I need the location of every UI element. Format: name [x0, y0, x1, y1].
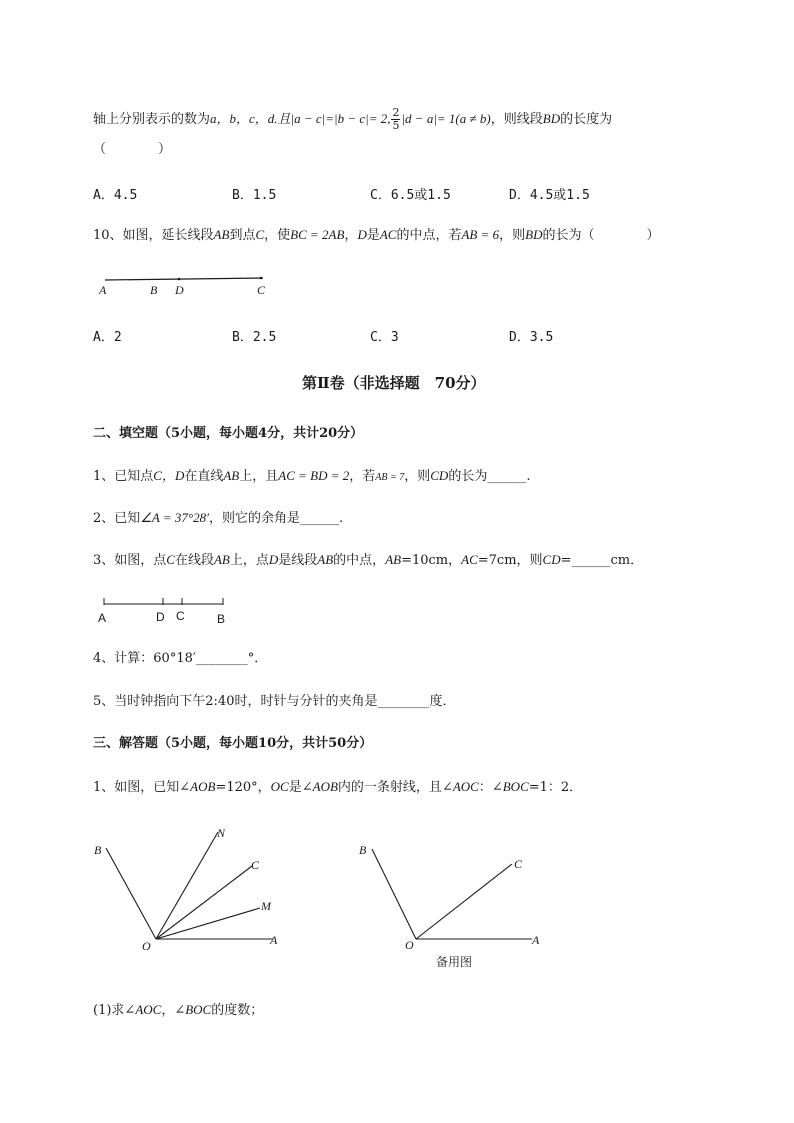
- solve-q1: [93, 778, 582, 797]
- f3-d: D: [268, 552, 279, 567]
- fig2-label-a: A: [532, 933, 540, 947]
- s1-aob: AOB: [190, 779, 216, 794]
- q9-cond-a: 且|a − c|=|b − c|= 2,: [277, 111, 391, 126]
- q9-frac-num: 2: [392, 106, 400, 119]
- s1-e: ：∠: [478, 780, 503, 795]
- q10-text-c: ，使: [264, 228, 291, 243]
- q9-fraction: [391, 107, 400, 132]
- f1-eq: AC = BD = 2: [278, 468, 350, 483]
- f1-c: 上，且: [239, 469, 279, 484]
- f3-i: =______cm．: [560, 553, 644, 568]
- fill-q4: 4、计算：60°18′________°．: [93, 651, 268, 666]
- q9-vars: a，b，c，d.: [210, 111, 278, 126]
- f3-ab: AB: [213, 552, 230, 567]
- f3-h: =7cm，则: [477, 553, 543, 568]
- q9-paren: （ ）: [93, 142, 172, 157]
- q10-text-b: 到点: [229, 228, 256, 243]
- section2-title: 第Ⅱ卷（非选择题 70分）: [302, 374, 486, 392]
- f3-cd: CD: [542, 552, 561, 567]
- fig1-label-c: C: [251, 858, 260, 872]
- fig1-label-m: M: [261, 899, 271, 913]
- q10-label-a: A: [99, 283, 107, 297]
- q10-bd: BD: [525, 227, 543, 242]
- f1-eq2: AB = 7: [375, 472, 405, 483]
- s1-q1-b: ，∠: [161, 1003, 186, 1018]
- q10-ab: AB: [213, 227, 230, 242]
- backup-ray-oc: [416, 864, 512, 939]
- q10-c: C: [255, 227, 265, 242]
- fill-q3: [93, 551, 643, 570]
- s1-c: 是∠: [288, 780, 313, 795]
- s1-figure-backup: [350, 832, 550, 974]
- q10-eq2: AB = 6: [461, 227, 500, 242]
- ray-oc: [156, 866, 252, 939]
- f1-d: ，若: [349, 469, 376, 484]
- q9-line1: [93, 107, 612, 132]
- f2-eq: ∠A = 37°28′: [140, 510, 209, 525]
- f1-cd: C，D: [153, 468, 185, 483]
- q10-eq1: BC = 2AB: [290, 227, 345, 242]
- f1-a: 1、已知点: [93, 469, 154, 484]
- f3-f: 的中点，: [333, 553, 386, 568]
- backup-ray-ob: [372, 849, 416, 939]
- q10-text-e: 是: [366, 228, 380, 243]
- ray-ob: [106, 848, 156, 939]
- f1-b: 在直线: [184, 469, 224, 484]
- f3-e: 是线段: [278, 553, 318, 568]
- q10-label-d: D: [175, 283, 184, 297]
- s1-q1-aoc: AOC: [135, 1002, 162, 1017]
- s1-q1-c: 的度数；: [211, 1003, 264, 1018]
- fig2-caption: 备用图: [436, 955, 473, 969]
- q10-option-c: C．3: [370, 330, 399, 345]
- f3-ab2: AB: [317, 552, 334, 567]
- solve-header: 三、解答题（5小题，每小题10分，共计50分）: [93, 736, 373, 751]
- q10-ac: AC: [379, 227, 397, 242]
- q10-point-d: [178, 278, 181, 281]
- q10-figure: [95, 272, 275, 298]
- s1-boc: BOC: [502, 779, 529, 794]
- q9-cond-b: |d − a|= 1(a ≠ b): [401, 111, 491, 126]
- fill-q1: [93, 467, 530, 487]
- f3-label-c: C: [176, 609, 185, 623]
- q9-suffix: ，则线段: [490, 112, 543, 127]
- f1-f: 的长为______.: [448, 469, 531, 484]
- fig1-label-a: A: [270, 933, 278, 947]
- f3-a: 3、如图，点: [93, 553, 167, 568]
- f3-ac: AC: [461, 552, 478, 567]
- q10-text-h: 的长为（ ）: [542, 228, 660, 243]
- f2-a: 2、已知: [93, 511, 141, 526]
- s1-b: =120°，: [215, 780, 271, 795]
- q10-text-g: ，则: [499, 228, 526, 243]
- q10-d: D: [357, 227, 367, 242]
- s1-d: 内的一条射线，且∠: [337, 780, 453, 795]
- q10-segment-line: [105, 278, 263, 280]
- f1-ab: AB: [223, 468, 240, 483]
- fill-header: 二、填空题（5小题，每小题4分，共计20分）: [93, 426, 364, 441]
- q9-end: 的长度为: [560, 112, 613, 127]
- q10-label-c: C: [257, 283, 266, 297]
- f3-g: =10cm，: [401, 553, 462, 568]
- q9-seg: BD: [542, 111, 561, 126]
- fill-q2: [93, 509, 343, 528]
- s1-aob2: AOB: [312, 779, 338, 794]
- q9-option-b: B．1.5: [232, 188, 277, 203]
- s1-aoc: AOC: [452, 779, 479, 794]
- fig2-label-o: O: [405, 938, 414, 952]
- s1-f: =1：2．: [528, 780, 583, 795]
- q10-stem: [93, 226, 660, 245]
- fig1-label-b: B: [94, 843, 102, 857]
- q9-option-a: A．4.5: [93, 188, 138, 203]
- fig1-label-n: N: [217, 826, 226, 840]
- f3-label-d: D: [156, 610, 165, 624]
- f1-e: ，则: [404, 469, 431, 484]
- fig1-label-o: O: [142, 939, 151, 953]
- q9-option-c: C．6.5或1.5: [370, 188, 451, 203]
- solve-q1-part1: [93, 1001, 263, 1020]
- f3-label-a: A: [98, 611, 107, 625]
- f3-c2: 上，点: [229, 553, 269, 568]
- fig2-label-c: C: [514, 857, 523, 871]
- q10-label-b: B: [150, 283, 158, 297]
- f1-cd2: CD: [430, 468, 449, 483]
- q10-text-d: ，: [344, 228, 358, 243]
- f3-b: 在线段: [174, 553, 214, 568]
- s1-oc: OC: [270, 779, 289, 794]
- f3-ab3: AB: [385, 552, 402, 567]
- f3-figure: [95, 594, 245, 628]
- q10-text-a: 10、如图，延长线段: [93, 228, 214, 243]
- s1-q1-boc: BOC: [185, 1002, 212, 1017]
- q10-option-a: A．2: [93, 330, 122, 345]
- q10-point-c: [260, 277, 263, 280]
- f3-label-b: B: [217, 612, 226, 626]
- s1-a: 1、如图，已知∠: [93, 780, 191, 795]
- q9-frac-den: 5: [392, 119, 400, 132]
- q10-text-f: 的中点，若: [396, 228, 462, 243]
- fig2-label-b: B: [359, 843, 367, 857]
- s1-figure-main: [90, 822, 290, 957]
- fill-q5: 5、当时钟指向下午2:40时，时针与分针的夹角是________度．: [93, 694, 456, 709]
- q9-option-d: D．4.5或1.5: [509, 188, 590, 203]
- q10-option-b: B．2.5: [232, 330, 277, 345]
- f3-c: C: [166, 552, 175, 567]
- f2-b: ，则它的余角是______.: [208, 511, 344, 526]
- q10-option-d: D．3.5: [509, 330, 554, 345]
- q9-prefix: 轴上分别表示的数为: [93, 112, 211, 127]
- s1-q1-a: (1)求∠: [93, 1003, 136, 1018]
